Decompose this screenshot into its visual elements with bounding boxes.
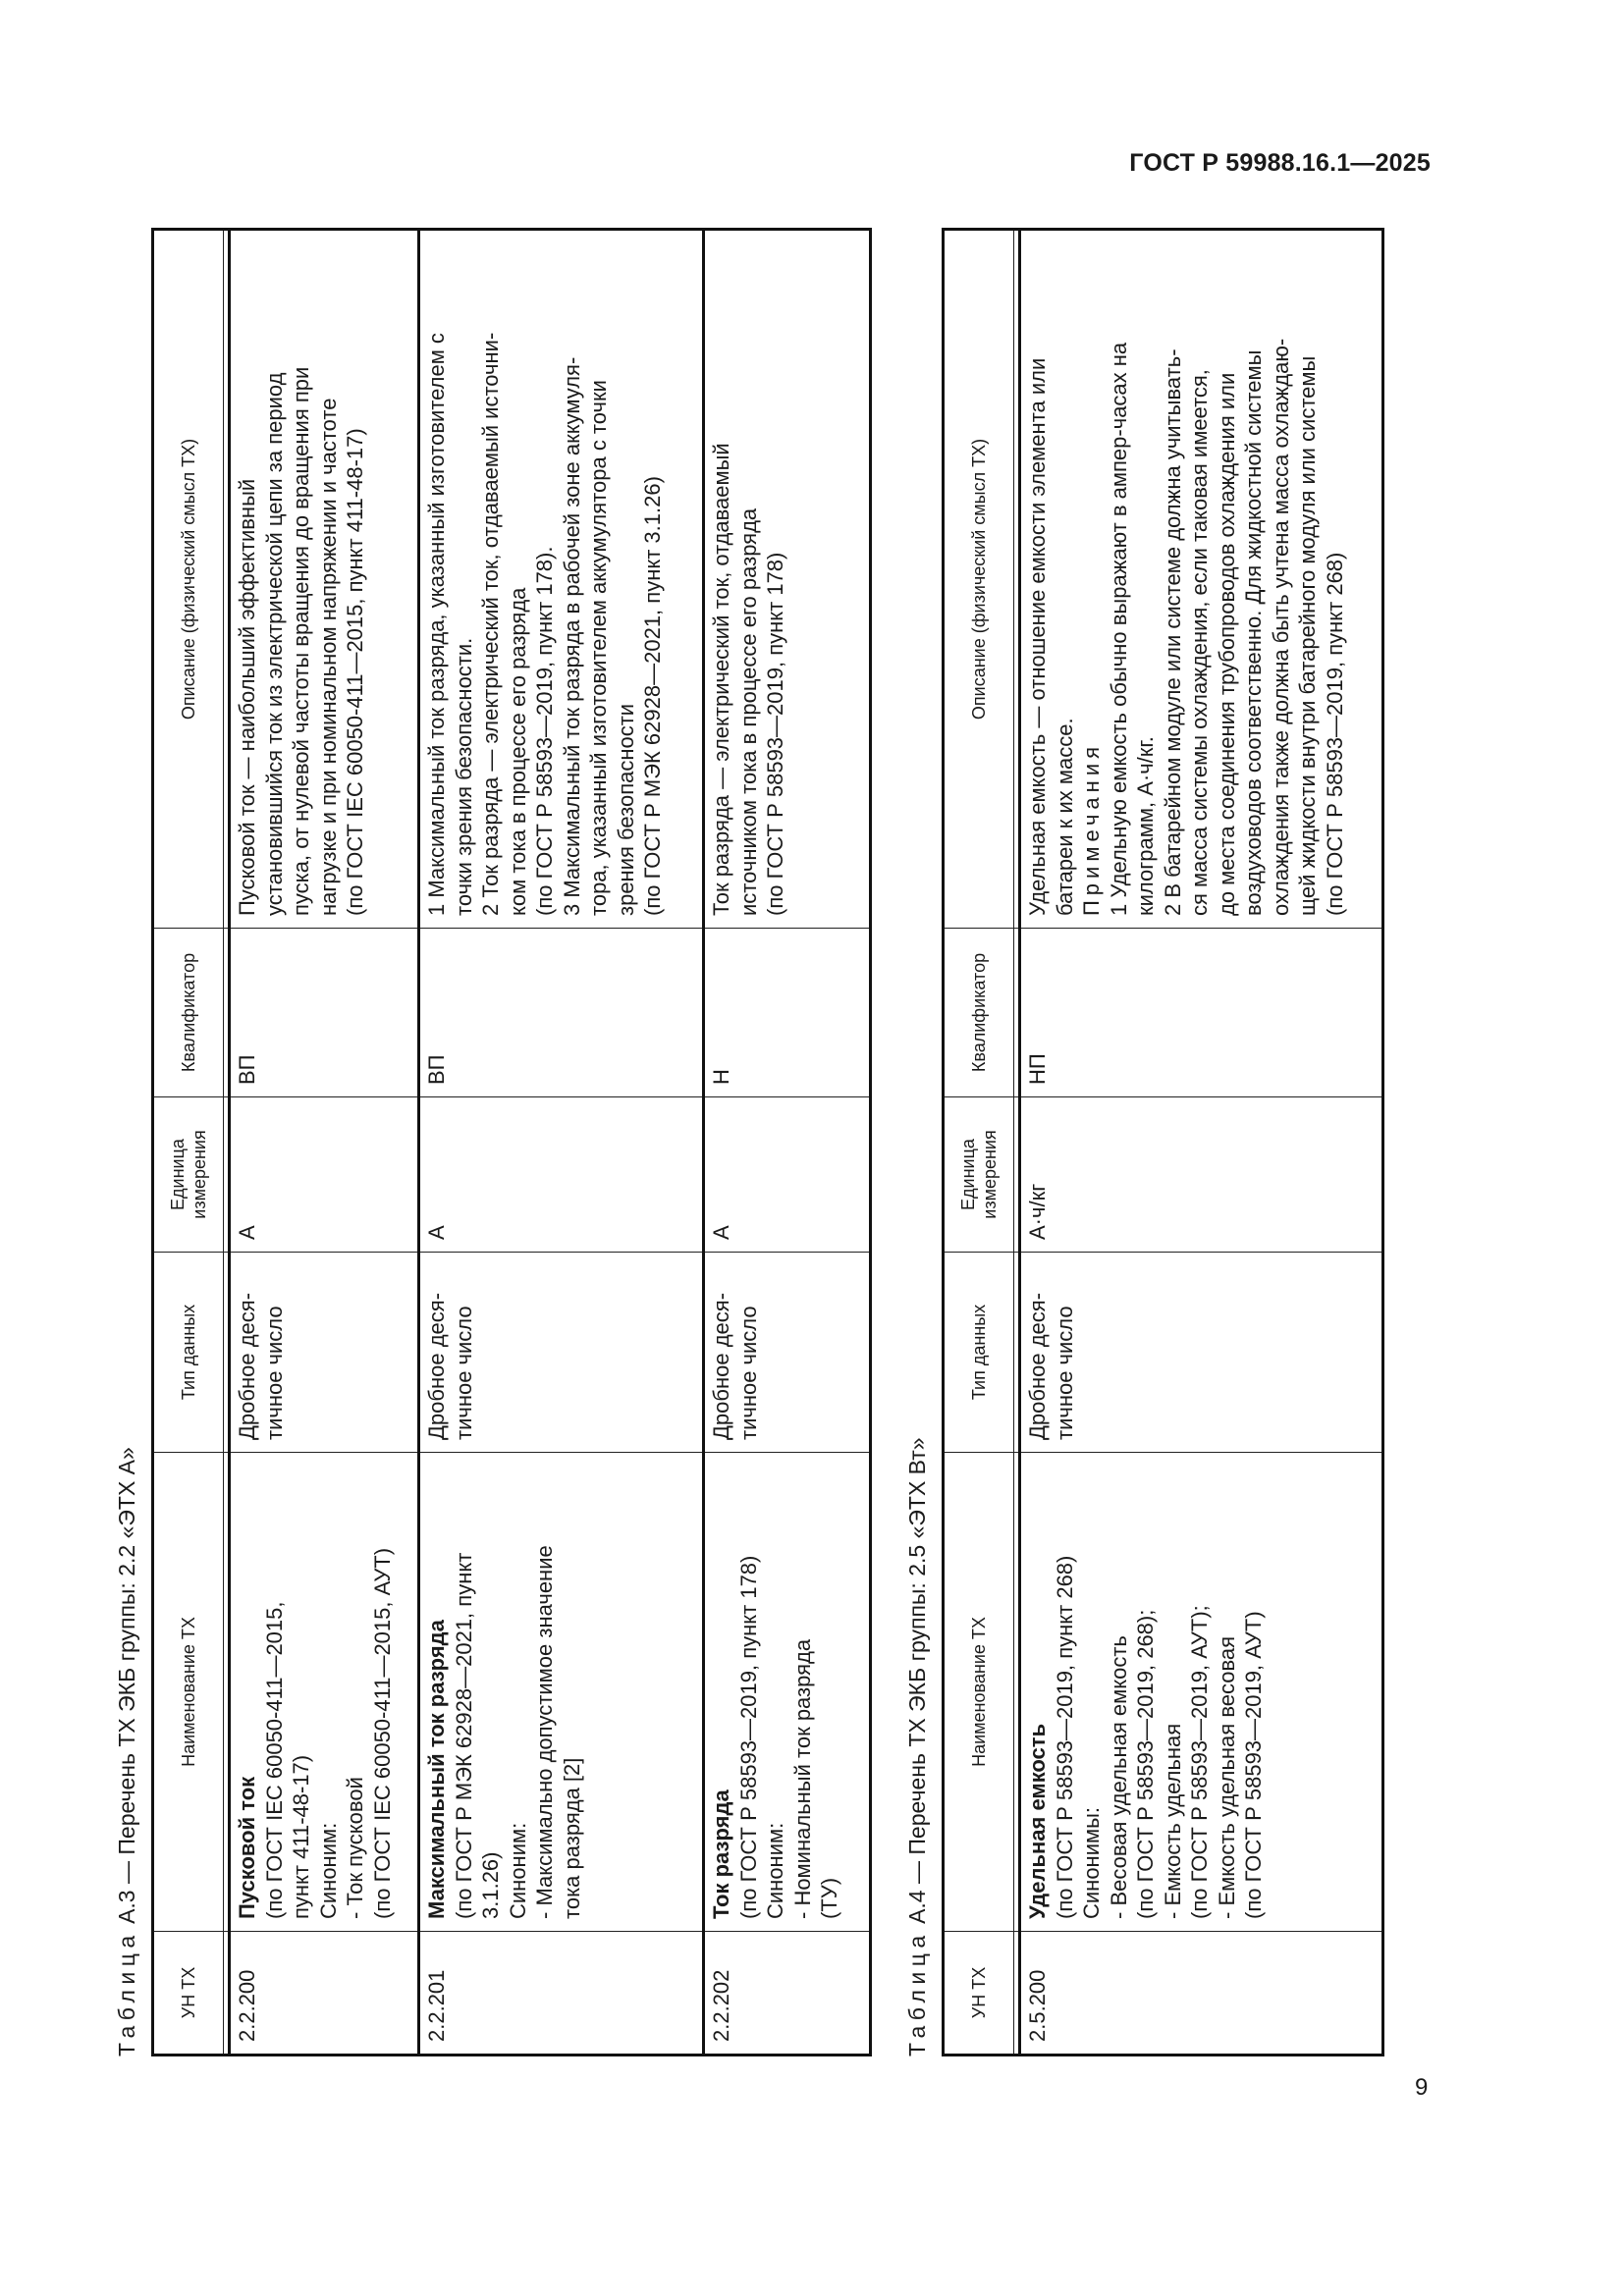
col-header-qualifier: Квалификатор [944, 929, 1014, 1097]
cell-type [419, 1253, 704, 1453]
table-a4-caption-word: Таблица [904, 1930, 930, 2056]
table-a3-caption-word: Таблица [114, 1930, 139, 2056]
desc-line: Пусковой ток — наибольший эффективный [235, 478, 259, 916]
cell-description [704, 230, 871, 929]
cell-unit: А [419, 1097, 704, 1253]
name-line: (ТУ) [817, 1877, 841, 1919]
name-line: Синоним: [763, 1822, 787, 1919]
name-line: (по ГОСТ IEC 60050-411—2015, АУТ) [369, 1547, 395, 1919]
type-line: Дробное деся- [709, 1292, 733, 1440]
desc-line: 3 Максимальный ток разряда в рабочей зоне аккумуля- [559, 356, 584, 916]
cell-unit: А·ч/кг [1020, 1097, 1383, 1253]
cell-description [230, 230, 419, 929]
col-header-unit: Единица измерения [944, 1097, 1014, 1253]
type-line: Дробное деся- [1025, 1292, 1050, 1440]
name-line: (по ГОСТ Р 58593—2019, АУТ) [1241, 1611, 1266, 1919]
name-line: (по ГОСТ Р МЭК 62928—2021, пункт [451, 1552, 476, 1919]
cell-type [230, 1253, 419, 1453]
table-a4 [942, 228, 1384, 2056]
desc-line: до места соединения трубопроводов охлаждения или [1214, 372, 1239, 916]
term-name: Максимальный ток разряда [424, 1620, 449, 1919]
cell-qualifier: ВП [230, 929, 419, 1097]
desc-line: (по ГОСТ Р 58593—2019, пункт 178). [532, 546, 557, 916]
name-line: - Номинальный ток разряда [789, 1638, 815, 1919]
cell-description [419, 230, 704, 929]
table-row [704, 230, 871, 2056]
col-header-code: УН ТХ [153, 1932, 224, 2056]
cell-qualifier: Н [704, 929, 871, 1097]
cell-name [419, 1453, 704, 1932]
desc-line: ся масса системы охлаждения, если таковая имеется, [1187, 369, 1212, 916]
cell-name [1020, 1453, 1383, 1932]
table-a4-caption-text: А.4 — Перечень ТХ ЭКБ группы: 2.5 «ЭТХ Вт» [904, 1437, 930, 1924]
desc-line: щей жидкости внутри батарейного модуля или системы [1295, 355, 1320, 916]
type-line: тичное число [735, 1306, 761, 1440]
cell-type [704, 1253, 871, 1453]
name-line: Синоним: [315, 1822, 341, 1919]
cell-unit: А [704, 1097, 871, 1253]
desc-line: (по ГОСТ IEC 60050-411—2015, пункт 411-48-17) [343, 428, 367, 916]
name-line: Синоним: [505, 1822, 530, 1919]
desc-line: (по ГОСТ Р МЭК 62928—2021, пункт 3.1.26) [640, 476, 665, 916]
type-line: тичное число [451, 1306, 476, 1440]
name-line: тока разряда [2] [559, 1757, 584, 1919]
note-heading: Примечания [1079, 741, 1104, 916]
cell-description [1020, 230, 1383, 929]
term-name: Удельная емкость [1025, 1723, 1050, 1919]
desc-line: ком тока в процессе его разряда [505, 587, 530, 916]
col-header-name: Наименование ТХ [153, 1453, 224, 1932]
type-line: тичное число [1052, 1306, 1077, 1440]
type-line: Дробное деся- [424, 1292, 449, 1440]
desc-line: охлаждения также должна быть учтена масса охлаждаю- [1268, 338, 1293, 916]
desc-line: нагрузке и при номинальном напряжении и частоте [315, 398, 341, 916]
col-header-name: Наименование ТХ [944, 1453, 1014, 1932]
type-line: Дробное деся- [235, 1292, 259, 1440]
table-row [230, 230, 419, 2056]
cell-name [704, 1453, 871, 1932]
desc-line: установившийся ток из электрической цепи за период [261, 372, 287, 916]
name-line: - Весовая удельная емкость [1106, 1635, 1131, 1919]
col-header-type: Тип данных [153, 1253, 224, 1453]
cell-name [230, 1453, 419, 1932]
desc-line: источником тока в процессе его разряда [735, 507, 761, 916]
desc-line: воздуховодов соответственно. Для жидкостной системы [1241, 349, 1266, 916]
desc-line: точки зрения безопасности. [451, 637, 476, 916]
cell-code: 2.2.201 [419, 1932, 704, 2056]
name-line: - Ток пусковой [343, 1777, 367, 1919]
table-a4-caption [906, 1437, 929, 2056]
desc-line: (по ГОСТ Р 58593—2019, пункт 268) [1322, 552, 1347, 916]
name-line: пункт 411-48-17) [289, 1754, 313, 1919]
desc-line: зрения безопасности [613, 703, 638, 916]
name-line: - Емкость удельная [1160, 1723, 1185, 1919]
desc-line: батареи к их массе. [1052, 718, 1077, 916]
cell-unit: А [230, 1097, 419, 1253]
desc-line: 1 Удельную емкость обычно выражают в ампер-часах на [1106, 342, 1131, 916]
desc-line: пуска, от нулевой частоты вращения до вращения при [289, 366, 313, 916]
desc-line: килограмм, А·ч/кг. [1133, 736, 1158, 916]
type-line: тичное число [261, 1306, 287, 1440]
table-a3-caption-text: А.3 — Перечень ТХ ЭКБ группы: 2.2 «ЭТХ А» [114, 1447, 139, 1924]
name-line: (по ГОСТ Р 58593—2019, пункт 178) [735, 1555, 761, 1919]
cell-code: 2.2.200 [230, 1932, 419, 2056]
term-name: Пусковой ток [235, 1776, 259, 1919]
desc-line: Ток разряда — электрический ток, отдаваемый [709, 443, 733, 916]
cell-code: 2.2.202 [704, 1932, 871, 2056]
desc-line: (по ГОСТ Р 58593—2019, пункт 178) [763, 552, 787, 916]
table-row [419, 230, 704, 2056]
desc-line: Удельная емкость — отношение емкости элемента или [1025, 357, 1050, 916]
name-line: - Емкость удельная весовая [1214, 1635, 1239, 1919]
desc-line: 2 В батарейном модуле или системе должна учитывать- [1160, 348, 1185, 916]
col-header-description: Описание (физический смысл ТХ) [153, 230, 224, 929]
term-name: Ток разряда [709, 1789, 733, 1919]
cell-code: 2.5.200 [1020, 1932, 1383, 2056]
name-line: - Максимально допустимое значение [532, 1545, 557, 1919]
name-line: 3.1.26) [478, 1851, 503, 1919]
col-header-qualifier: Квалификатор [153, 929, 224, 1097]
cell-qualifier: ВП [419, 929, 704, 1097]
desc-line: тора, указанный изготовителем аккумулятора с точки [586, 380, 611, 916]
desc-line: 2 Ток разряда — электрический ток, отдаваемый источни- [478, 332, 503, 916]
col-header-description: Описание (физический смысл ТХ) [944, 230, 1014, 929]
page-number: 9 [1415, 2074, 1429, 2101]
name-line: (по ГОСТ Р 58593—2019, пункт 268) [1052, 1555, 1077, 1919]
cell-type [1020, 1253, 1383, 1453]
name-line: Синонимы: [1079, 1806, 1104, 1919]
table-a3 [151, 228, 872, 2056]
desc-line: 1 Максимальный ток разряда, указанный изготовителем с [424, 333, 449, 916]
name-line: (по ГОСТ Р 58593—2019, 268); [1133, 1609, 1158, 1919]
col-header-code: УН ТХ [944, 1932, 1014, 2056]
col-header-type: Тип данных [944, 1253, 1014, 1453]
table-a3-caption [116, 1447, 138, 2056]
table-row [1020, 230, 1383, 2056]
cell-qualifier: НП [1020, 929, 1383, 1097]
col-header-unit: Единица измерения [153, 1097, 224, 1253]
document-header: ГОСТ Р 59988.16.1—2025 [1129, 149, 1431, 177]
name-line: (по ГОСТ Р 58593—2019, АУТ); [1187, 1605, 1212, 1919]
name-line: (по ГОСТ IEC 60050-411—2015, [261, 1601, 287, 1919]
